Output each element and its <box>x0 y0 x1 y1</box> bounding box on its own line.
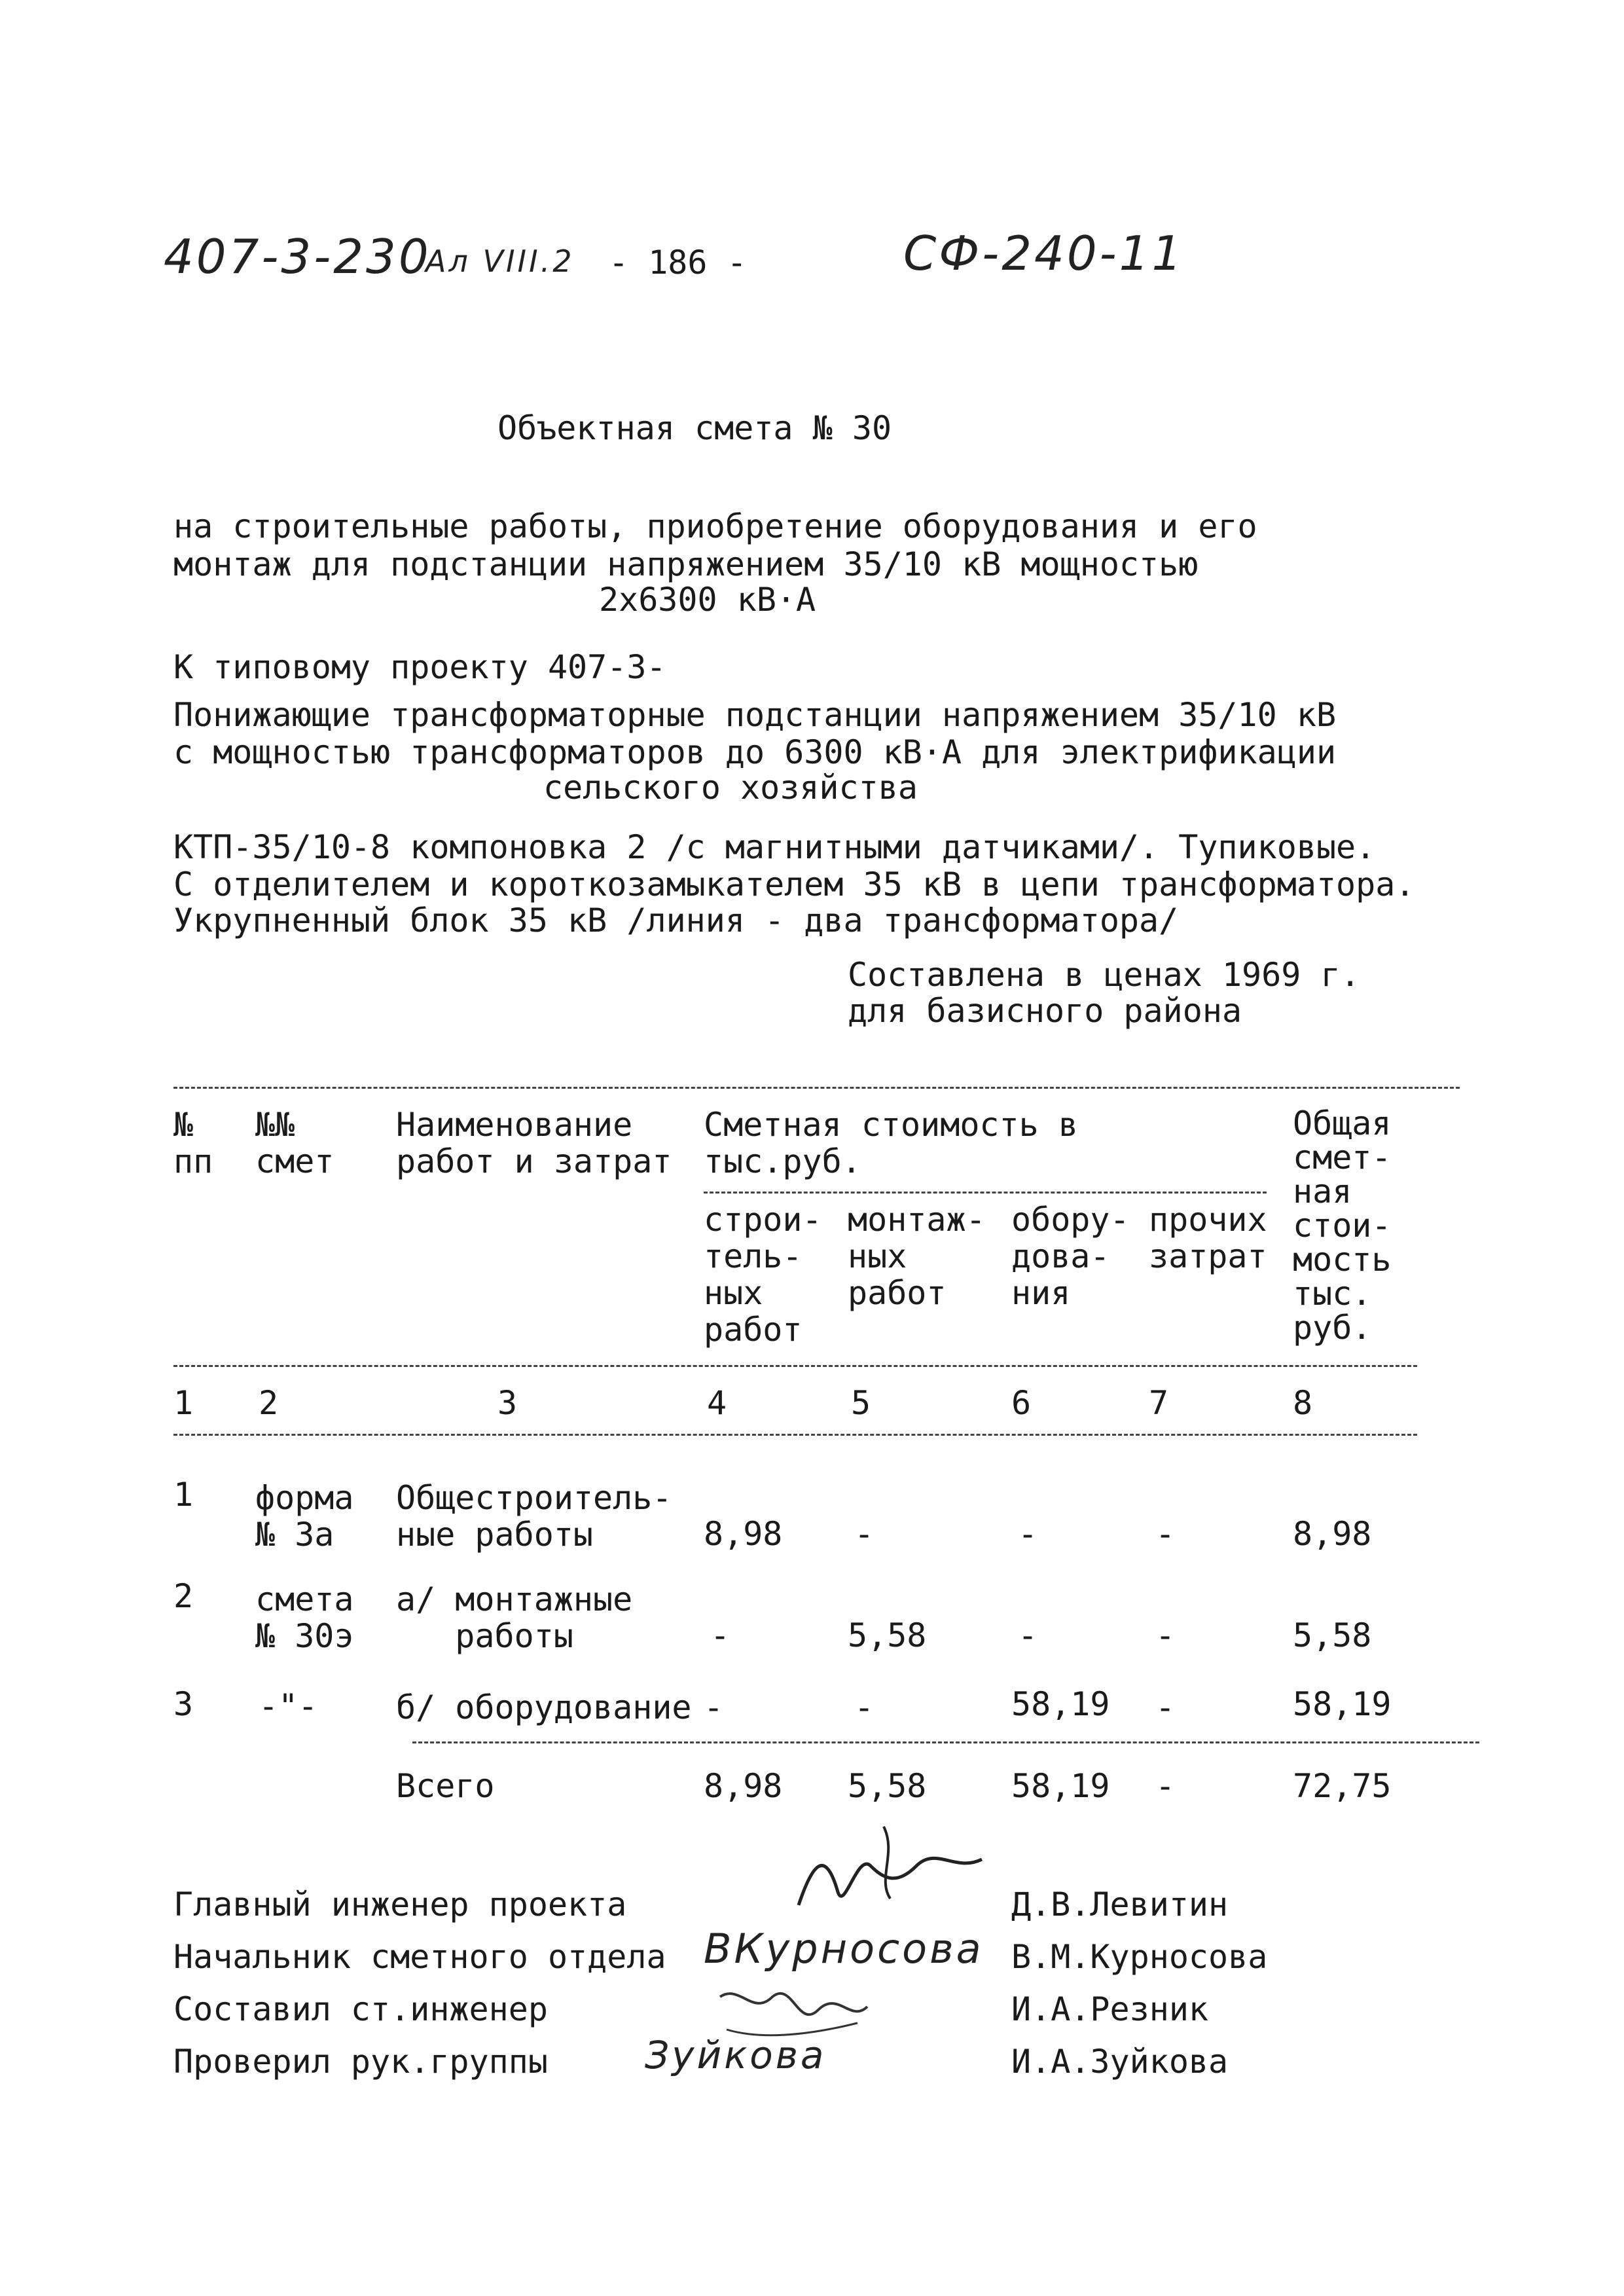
header-number: № пп <box>173 1106 213 1180</box>
row-installation-cost: 5,58 <box>848 1616 927 1654</box>
row-total-cost: 5,58 <box>1293 1616 1372 1654</box>
signature-role-chief-engineer: Главный инженер проекта <box>173 1886 627 1923</box>
total-installation-cost: 5,58 <box>848 1767 927 1805</box>
document-title: Объектная смета № 30 <box>497 409 892 447</box>
handwritten-document-code: СФ-240-11 <box>903 226 1185 281</box>
total-construction-cost: 8,98 <box>704 1767 783 1805</box>
row-estimate: смета № 30э <box>255 1580 354 1655</box>
table-top-rule <box>173 1087 1460 1089</box>
page-number: - 186 - <box>609 244 747 282</box>
column-number-3: 3 <box>497 1384 518 1422</box>
row-work-name: б/ оборудование <box>396 1688 692 1726</box>
column-number-4: 4 <box>707 1384 727 1422</box>
prices-line-1: Составлена в ценах 1969 г. <box>848 956 1360 994</box>
subject-line-1: на строительные работы, приобретение оборудования и его <box>173 507 1257 545</box>
column-number-2: 2 <box>259 1384 279 1422</box>
row-work-name: а/ монтажные работы <box>396 1580 633 1655</box>
total-equipment-cost: 58,19 <box>1011 1767 1110 1805</box>
project-line-2: с мощностью трансформаторов до 6300 кВ·А для электрификации <box>173 733 1337 771</box>
ktp-line-3: Укрупненный блок 35 кВ /линия - два трансформатора/ <box>173 902 1179 939</box>
handwritten-project-code: 407-3-230 <box>164 229 431 284</box>
row-construction-cost: - <box>710 1616 731 1654</box>
header-installation: монтаж- ных работ <box>848 1201 986 1312</box>
total-other-cost: - <box>1155 1767 1176 1805</box>
signature-scribble-chief-engineer <box>785 1827 995 1918</box>
signature-name-reviewer: И.А.Зуйкова <box>1011 2043 1229 2081</box>
signature-role-reviewer: Проверил рук.группы <box>173 2043 548 2081</box>
subject-line-3: 2x6300 кВ·А <box>599 581 816 619</box>
subject-line-2: монтаж для подстанции напряжением 35/10 кВ мощностью <box>173 545 1199 583</box>
header-construction: строи- тель- ных работ <box>704 1201 822 1349</box>
row-equipment-cost: 58,19 <box>1011 1685 1110 1723</box>
project-reference: К типовому проекту 407-3- <box>173 648 666 686</box>
handwritten-signature-reviewer: Зуйкова <box>645 2033 827 2077</box>
column-number-5: 5 <box>851 1384 871 1422</box>
header-bottom-rule <box>173 1365 1417 1367</box>
row-equipment-cost: - <box>1018 1616 1038 1654</box>
ktp-line-2: С отделителем и короткозамыкателем 35 кВ в цепи трансформатора. <box>173 866 1415 903</box>
row-total-cost: 8,98 <box>1293 1515 1372 1553</box>
header-work-name: Наименование работ и затрат <box>396 1106 672 1180</box>
row-other-cost: - <box>1155 1688 1176 1726</box>
header-other: прочих затрат <box>1149 1201 1267 1275</box>
header-estimate-numbers: №№ смет <box>255 1106 334 1180</box>
signature-role-estimate-head: Начальник сметного отдела <box>173 1938 666 1976</box>
row-installation-cost: - <box>854 1688 875 1726</box>
row-other-cost: - <box>1155 1616 1176 1654</box>
column-number-1: 1 <box>173 1384 194 1422</box>
signature-name-compiler: И.А.Резник <box>1011 1990 1209 2028</box>
signature-role-compiler: Составил ст.инженер <box>173 1990 548 2028</box>
total-label: Всего <box>396 1767 495 1805</box>
prices-line-2: для базисного района <box>848 992 1242 1030</box>
total-overall-cost: 72,75 <box>1293 1767 1392 1805</box>
project-line-3: сельского хозяйства <box>543 769 918 807</box>
header-equipment: обору- дова- ния <box>1011 1201 1130 1312</box>
row-construction-cost: 8,98 <box>704 1515 783 1553</box>
signature-name-estimate-head: В.М.Курносова <box>1011 1938 1268 1976</box>
header-total-cost: Общая смет- ная стои- мость тыс. руб. <box>1293 1104 1392 1347</box>
column-numbers-rule <box>173 1434 1417 1436</box>
column-number-6: 6 <box>1011 1384 1032 1422</box>
handwritten-album-number: Ал VIII.2 <box>425 244 575 279</box>
row-estimate: -"- <box>259 1687 318 1725</box>
row-work-name: Общестроитель- ные работы <box>396 1479 672 1554</box>
column-number-8: 8 <box>1293 1384 1313 1422</box>
row-construction-cost: - <box>704 1688 724 1726</box>
row-number: 1 <box>173 1476 194 1514</box>
row-equipment-cost: - <box>1018 1515 1038 1553</box>
signature-scribble-compiler <box>713 1977 871 2043</box>
row-number: 2 <box>173 1577 194 1615</box>
row-estimate: форма № 3а <box>255 1479 354 1554</box>
row-total-cost: 58,19 <box>1293 1685 1392 1723</box>
row-installation-cost: - <box>854 1515 875 1553</box>
row-other-cost: - <box>1155 1515 1176 1553</box>
project-line-1: Понижающие трансформаторные подстанции напряжением 35/10 кВ <box>173 696 1337 734</box>
column-number-7: 7 <box>1149 1384 1169 1422</box>
header-cost-group: Сметная стоимость в тыс.руб. <box>704 1106 1078 1180</box>
header-group-rule <box>704 1192 1267 1194</box>
row-number: 3 <box>173 1685 194 1723</box>
handwritten-signature-estimate-head: ВКурносова <box>704 1925 984 1973</box>
ktp-line-1: КТП-35/10-8 компоновка 2 /с магнитными датчиками/. Тупиковые. <box>173 828 1376 866</box>
signature-name-chief-engineer: Д.В.Левитин <box>1011 1886 1229 1923</box>
total-rule <box>412 1741 1479 1743</box>
